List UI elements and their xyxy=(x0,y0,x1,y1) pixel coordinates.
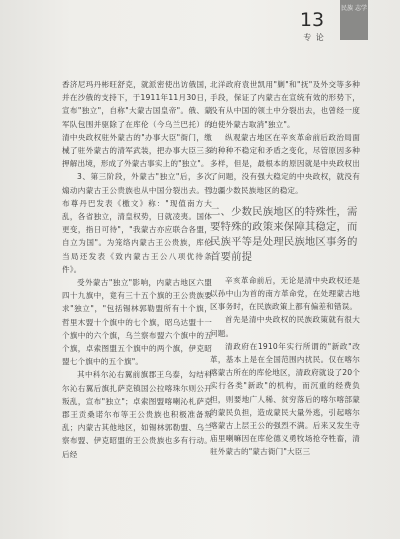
right-column xyxy=(210,78,360,459)
right-paragraph-1: 北洋政府袁世凯用"剿"和"抚"及外交等多种手段，保证了内蒙古在宣统有效的形势下，没有从中国的领土中分裂出去，也曾经一度迫使外蒙古取消"独立"。 xyxy=(210,80,360,129)
right-paragraph-3: 辛亥革命前后，无论是清中央政权还是以孙中山为首的南方革命党，在处理蒙古地区事务时，在民族政策上都有偏差和错误。 xyxy=(210,275,360,312)
page-number: 13 xyxy=(299,9,325,31)
left-paragraph-3: 受外蒙古"独立"影响，内蒙古地区六盟四十九旗中，竟有三十五个旗的王公贵族要求"独立"，"包括锡林郭勒盟所有十个旗，哲里木盟十个旗中的七个旗，昭乌达盟十一个旗中的六个旗，乌兰察布盟六个旗中的五个旗，卓索图盟五个旗中的两个旗，伊克昭盟七个旗中的五个旗"。 xyxy=(62,278,212,367)
left-paragraph-1: 香济尼玛丹彬旺舒克，就派密使出访俄国，并在沙俄的支持下，于1911年11月30日，宣布"独立"，自称"大蒙古国皇帝"。俄、蒙军队包围并驱除了在库伦（今乌兰巴托）的清中央政权驻外蒙古的"办事大臣"衙门，缴械了驻外蒙古的清军武装，把办事大臣三多押解出境，形成了外蒙古事实上的"独立"。 xyxy=(62,80,212,169)
right-paragraph-2: 纵观蒙古地区在辛亥革命前后政治局面的种种不稳定和矛盾之变化，尽管原因多种多样，但是，最根本的原因就是中央政权出了问题，没有强大稳定的中央政权，就没有边疆少数民族地区的稳定。 xyxy=(210,132,360,195)
section-heading xyxy=(210,205,360,265)
section-tab-text: 民族 志学 xyxy=(341,5,367,12)
left-paragraph-2: 3、第三阶段，外蒙古"独立"后，多次煽动内蒙古王公贵族也从中国分裂出去。哲布尊丹巴发表《檄文》称："现值南方大乱，各省独立，清皇权势，日就凌夷。国体更变，指日可待"，"我蒙古亦应联合各盟，自立为国"。为笼络内蒙古王公贵族，库伦当局还发表《致内蒙古王公八项优待条件》。 xyxy=(62,172,212,274)
left-column xyxy=(62,78,212,461)
section-heading-text: 二、少数民族地区的特殊性，需要特殊的政策来保障其稳定，而民族平等是处理民族地区事务的首要前提 xyxy=(210,205,358,263)
section-label: 专 论 xyxy=(303,33,325,42)
section-tab xyxy=(340,0,368,40)
right-paragraph-4: 首先是清中央政权的民族政策就有很大问题。 xyxy=(210,315,360,338)
left-paragraph-4: 其中科尔沁右翼前旗郡王乌泰，勾结科尔沁右翼后旗扎萨克镇国公拉喀珠尔则公开叛乱，宣布"独立"；卓索图盟喀喇沁札萨克郡王贡桑诺尔布等王公贵族也积极准备叛乱；内蒙古其他地区，如锡林郭勒盟、乌兰察布盟、伊克昭盟的王公贵族也多有行动。后经 xyxy=(62,370,212,459)
right-paragraph-5: 清政府在1910年实行所谓的"新政"改革，基本上是在全国范围内扰民。仅在喀尔喀蒙古所在的库伦地区，清政府就设了20个实行各类"新政"的机构，而沉重的经费负担，则要地广人稀、贫穷落后的喀尔喀部蒙的蒙民负担，造成蒙民大量外逃，引起喀尔喀蒙古上层王公的强烈不满。后来又发生寺庙里喇嘛因在库伦德义勇牧场抢夺牲畜，清驻外蒙古的"蒙古衙门"大臣三 xyxy=(210,341,360,457)
